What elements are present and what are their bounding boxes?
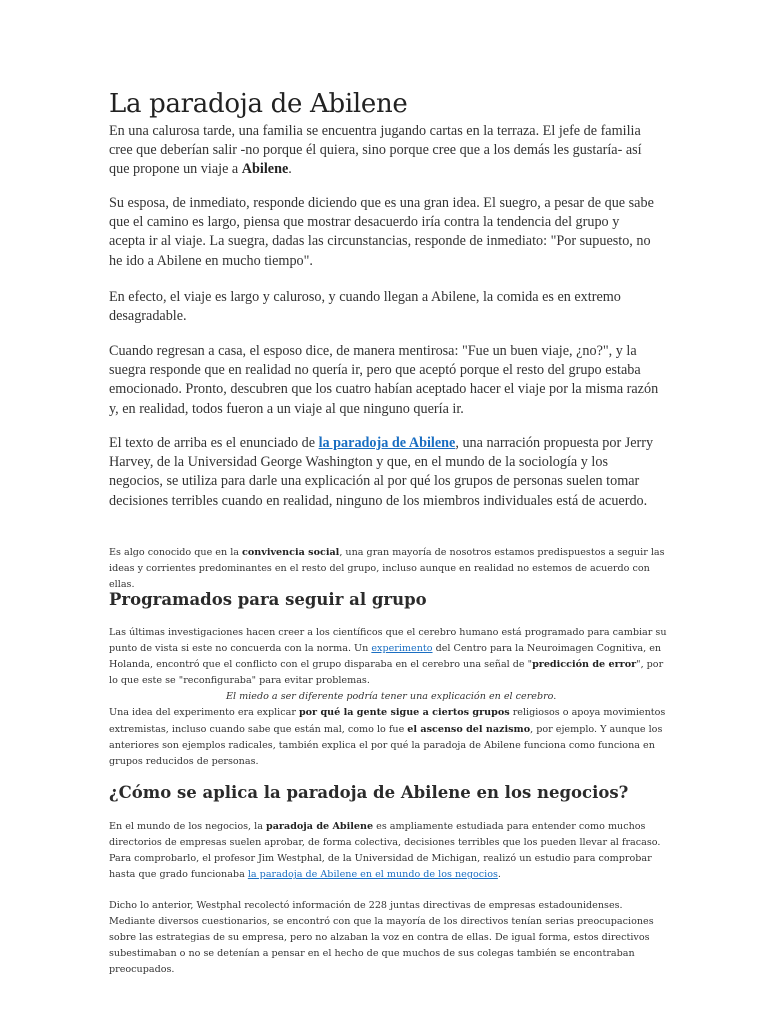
text: , una narración propuesta por Jerry Harvey, de la Universidad George Washington y que, en el mundo de la sociología y los negocios, se utiliza para darle una explicación al por qué los grupos de personas suelen tomar decisiones terribles cuando en realidad, ninguno de los miembros individuales está de acuerdo. <box>109 435 654 509</box>
section-heading-programados: Programados para seguir al grupo <box>109 590 427 609</box>
text: es ampliamente estudiada para entender como muchos directorios de empresas suelen aprobar, de forma colectiva, decisiones terribles que los pueden llevar al fracaso. <box>109 821 661 849</box>
intro-paragraph-3: En efecto, el viaje es largo y caluroso, y cuando llegan a Abilene, la comida es en extremo desagradable. <box>109 289 621 325</box>
image-caption: El miedo a ser diferente podría tener una explicación en el cerebro. <box>226 691 557 703</box>
bold-convivencia: convivencia social <box>242 547 340 558</box>
page-title: La paradoja de Abilene <box>109 89 408 119</box>
text: ", por lo que este se "reconfiguraba" para evitar problemas. <box>109 659 664 687</box>
text: Para comprobarlo, el profesor Jim Westphal, de la Universidad de Michigan, realizó un estudio para comprobar hasta que grado funcionaba <box>109 853 652 881</box>
text: El texto de arriba es el enunciado de <box>109 435 319 451</box>
text: . <box>288 161 292 178</box>
text: En el mundo de los negocios, la <box>109 821 266 832</box>
bold-nazismo: el ascenso del nazismo <box>407 723 531 735</box>
intro-paragraph-4: Cuando regresan a casa, el esposo dice, de manera mentirosa: "Fue un buen viaje, ¿no?", y la suegra responde que en realidad no quería ir, pero que aceptó porque el resto del grupo estaba emocionado. Pronto, descubren que los cuatro habían aceptado hacer el viaje por la misma razón y, en realidad, todos fueron a un viaje al que ninguno quería ir. <box>109 343 659 417</box>
section-heading-negocios: ¿Cómo se aplica la paradoja de Abilene en los negocios? <box>109 783 629 802</box>
bold-paradoja: paradoja de Abilene <box>266 821 374 832</box>
section2-paragraph-1 <box>109 819 669 883</box>
section2-paragraph-2: Dicho lo anterior, Westphal recolectó información de 228 juntas directivas de empresas estadounidenses. Mediante diversos cuestionarios, se encontró con que la mayoría de los directivos tenían serias preocupaciones sobre las estrategias de su empresa, pero no alzaban la voz en contra de ellas. De igual forma, estos directivos subestimaban o no se detenían a pensar en el hecho de que muchos de sus colegas también se encontraban preocupados. <box>109 900 654 976</box>
text: En una calurosa tarde, una familia se encuentra jugando cartas en la terraza. El jefe de familia cree que deberían salir -no porque él quiera, sino porque cree que a los demás les gustaría- así que propone un viaje a <box>109 123 642 178</box>
intro-paragraph-1 <box>109 122 659 180</box>
text: . <box>497 869 501 881</box>
text: , una gran mayoría de nosotros estamos predispuestos a seguir las ideas y corrientes predominantes en el resto del grupo, incluso aunque en realidad no estemos de acuerdo con ellas. <box>109 547 665 591</box>
experiment-link[interactable]: experimento <box>371 643 433 655</box>
text: religiosos o apoya movimientos extremistas, incluso cuando sabe que están mal, como lo fue <box>109 707 666 735</box>
intro-paragraph-2: Su esposa, de inmediato, responde diciendo que es una gran idea. El suegro, a pesar de que sabe que el camino es largo, piensa que mostrar desacuerdo iría contra la tendencia del grupo y acepta ir al viaje. La suegra, dadas las circunstancias, responde de inmediato: "Por supuesto, no he ido a Abilene en mucho tiempo". <box>109 195 654 269</box>
text: Las últimas investigaciones hacen creer a los científicos que el cerebro humano está programado para cambiar su punto de vista si este no concuerda con la norma. Un <box>109 627 667 655</box>
section1-paragraph-1 <box>109 625 669 770</box>
text: del Centro para la Neuroimagen Cognitiva, en Holanda, encontró que el conflicto con el grupo disparaba en el cerebro una señal de " <box>109 643 662 671</box>
abilene-paradox-link[interactable]: la paradoja de Abilene <box>318 435 456 451</box>
bold-prediccion: predicción de error <box>532 659 637 671</box>
bold-grupos: por qué la gente sigue a ciertos grupos <box>298 707 510 719</box>
text: , por ejemplo. Y aunque los anteriores son ejemplos radicales, también explica el por qué la paradoja de Abilene funciona como funciona en grupos reducidos de personas. <box>109 723 663 767</box>
social-paragraph <box>109 545 669 593</box>
business-paradox-link[interactable]: la paradoja de Abilene en el mundo de los negocios <box>247 869 498 881</box>
bold-abilene: Abilene <box>241 161 289 178</box>
intro-paragraph-5 <box>109 434 659 511</box>
text: Una idea del experimento era explicar <box>109 707 299 719</box>
text: Es algo conocido que en la <box>109 547 243 558</box>
